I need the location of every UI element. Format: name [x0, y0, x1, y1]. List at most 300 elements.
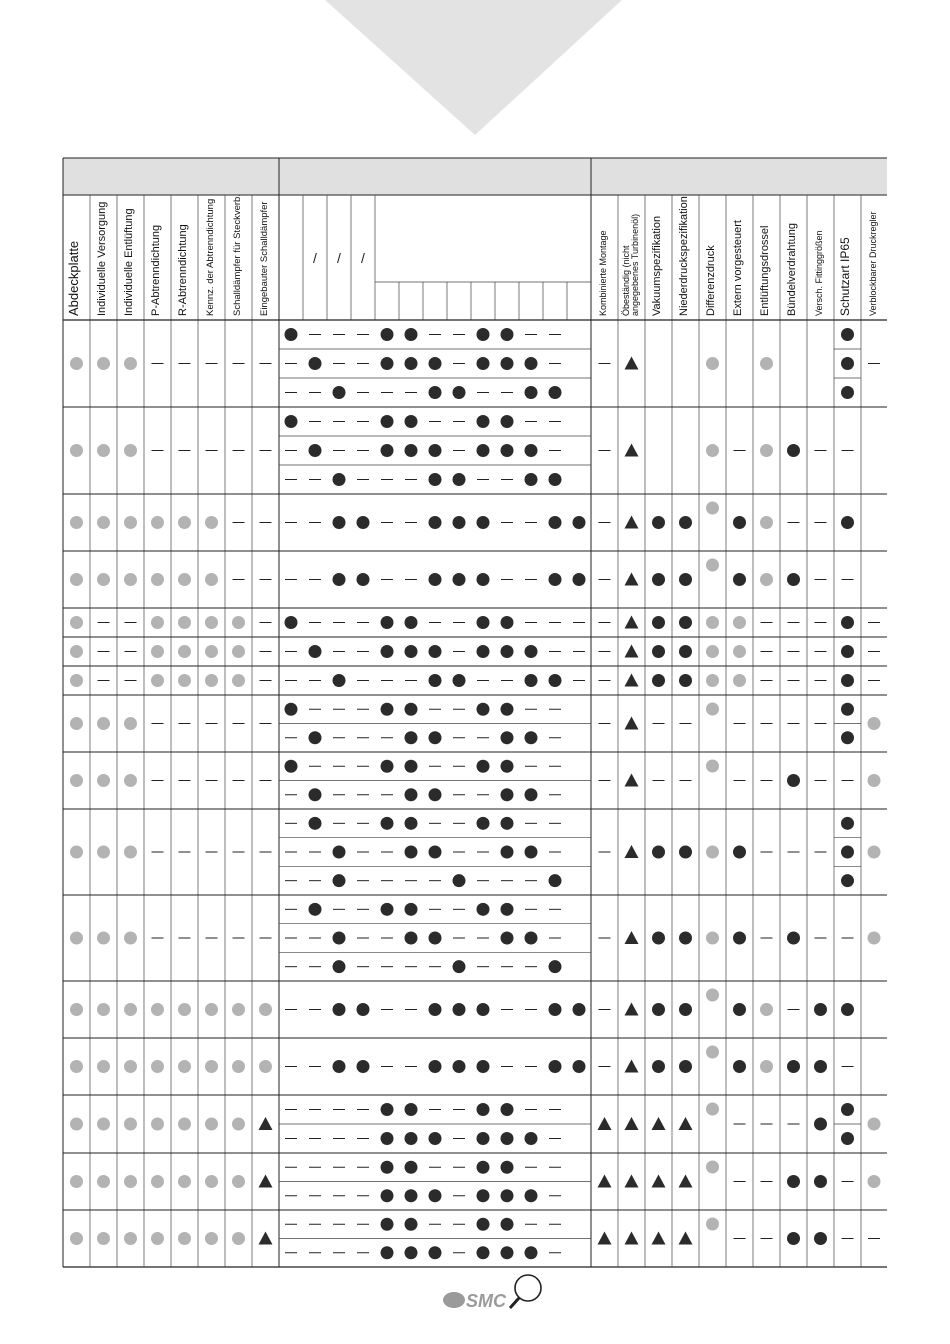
dot-gray	[706, 1046, 719, 1059]
dot-filled	[381, 1218, 394, 1231]
dot-filled	[814, 1060, 827, 1073]
dot-gray	[97, 717, 110, 730]
dot-gray	[70, 616, 83, 629]
dot-filled	[285, 616, 298, 629]
column-header-label: Eingebauter Schalldämpfer	[259, 201, 270, 316]
dot-gray	[178, 645, 191, 658]
dot-filled	[652, 846, 665, 859]
column-header-label: Kombinierte Montage	[598, 230, 608, 316]
dot-gray	[868, 774, 881, 787]
dot-gray	[151, 1175, 164, 1188]
dot-filled	[405, 616, 418, 629]
dot-filled	[477, 1003, 490, 1016]
dot-filled	[814, 1175, 827, 1188]
dot-filled	[841, 703, 854, 716]
dot-filled	[453, 473, 466, 486]
dot-gray	[124, 774, 137, 787]
dot-filled	[501, 357, 514, 370]
dot-gray	[259, 1003, 272, 1016]
dot-gray	[70, 1175, 83, 1188]
dot-filled	[525, 386, 538, 399]
dot-gray	[760, 444, 773, 457]
dot-filled	[549, 516, 562, 529]
dot-gray	[706, 846, 719, 859]
dot-filled	[501, 444, 514, 457]
dot-filled	[405, 760, 418, 773]
dot-filled	[549, 1060, 562, 1073]
dot-filled	[405, 1189, 418, 1202]
dot-filled	[501, 415, 514, 428]
dot-filled	[501, 1246, 514, 1259]
dot-gray	[70, 674, 83, 687]
dot-gray	[178, 1232, 191, 1245]
dot-gray	[124, 717, 137, 730]
dot-filled	[333, 960, 346, 973]
dot-filled	[733, 573, 746, 586]
dot-gray	[97, 573, 110, 586]
dot-gray	[706, 760, 719, 773]
dot-filled	[477, 616, 490, 629]
dot-gray	[70, 717, 83, 730]
dot-gray	[70, 645, 83, 658]
dot-filled	[549, 1003, 562, 1016]
dot-gray	[151, 674, 164, 687]
dot-filled	[841, 616, 854, 629]
dot-gray	[124, 932, 137, 945]
dot-gray	[151, 645, 164, 658]
dot-filled	[453, 516, 466, 529]
dot-filled	[733, 1003, 746, 1016]
dot-filled	[357, 516, 370, 529]
dot-filled	[841, 328, 854, 341]
dot-gray	[124, 846, 137, 859]
dot-filled	[814, 1232, 827, 1245]
dot-filled	[501, 846, 514, 859]
dot-gray	[124, 1118, 137, 1131]
dot-filled	[841, 386, 854, 399]
dot-gray	[178, 616, 191, 629]
triangle-mark	[652, 1175, 666, 1188]
dot-filled	[477, 516, 490, 529]
dot-filled	[405, 932, 418, 945]
dot-gray	[124, 357, 137, 370]
dot-filled	[309, 788, 322, 801]
dot-gray	[97, 1060, 110, 1073]
triangle-mark	[598, 1232, 612, 1245]
dot-filled	[477, 903, 490, 916]
dot-filled	[652, 1060, 665, 1073]
dot-filled	[525, 1246, 538, 1259]
dot-filled	[573, 573, 586, 586]
dot-filled	[733, 516, 746, 529]
dot-filled	[381, 1161, 394, 1174]
dot-filled	[525, 1132, 538, 1145]
column-header-label: Bündelverdrahtung	[786, 223, 798, 316]
dot-filled	[453, 573, 466, 586]
dot-filled	[333, 473, 346, 486]
dot-gray	[124, 573, 137, 586]
dot-filled	[429, 386, 442, 399]
dot-filled	[525, 731, 538, 744]
triangle-mark	[625, 674, 639, 687]
dot-filled	[477, 1218, 490, 1231]
dot-filled	[841, 846, 854, 859]
triangle-mark	[679, 1175, 693, 1188]
dot-filled	[652, 516, 665, 529]
triangle-mark	[625, 845, 639, 858]
dot-filled	[477, 703, 490, 716]
dot-filled	[841, 1103, 854, 1116]
dot-gray	[97, 516, 110, 529]
dot-gray	[706, 703, 719, 716]
dot-filled	[501, 932, 514, 945]
dot-gray	[70, 357, 83, 370]
dot-gray	[70, 932, 83, 945]
dot-filled	[357, 1060, 370, 1073]
dot-filled	[405, 731, 418, 744]
dot-filled	[429, 1189, 442, 1202]
triangle-mark	[625, 1060, 639, 1073]
triangle-mark	[652, 1117, 666, 1130]
dot-gray	[706, 1103, 719, 1116]
dot-filled	[679, 573, 692, 586]
dot-filled	[787, 1060, 800, 1073]
dot-gray	[70, 1232, 83, 1245]
dot-gray	[733, 645, 746, 658]
dot-filled	[309, 645, 322, 658]
slash-label: /	[313, 250, 317, 266]
dot-filled	[333, 573, 346, 586]
dot-filled	[814, 1118, 827, 1131]
triangle-mark	[259, 1117, 273, 1130]
dot-gray	[232, 616, 245, 629]
dot-filled	[525, 357, 538, 370]
dot-filled	[841, 1132, 854, 1145]
column-header-label: Niederdruckspezifikation	[678, 196, 690, 316]
dot-filled	[405, 328, 418, 341]
dot-gray	[97, 1118, 110, 1131]
dot-gray	[70, 1060, 83, 1073]
dot-filled	[501, 1103, 514, 1116]
dot-filled	[501, 1218, 514, 1231]
dot-filled	[333, 386, 346, 399]
dot-gray	[733, 616, 746, 629]
dot-filled	[841, 357, 854, 370]
dot-filled	[453, 674, 466, 687]
dot-filled	[477, 328, 490, 341]
dot-filled	[477, 573, 490, 586]
dot-gray	[97, 357, 110, 370]
column-header-label: Kennz. der Abtrenndichtung	[205, 198, 216, 316]
triangle-mark	[625, 774, 639, 787]
dot-filled	[501, 1189, 514, 1202]
dot-gray	[70, 1003, 83, 1016]
dot-filled	[573, 1060, 586, 1073]
dot-gray	[151, 516, 164, 529]
dot-filled	[787, 444, 800, 457]
dot-filled	[573, 516, 586, 529]
dot-filled	[679, 1060, 692, 1073]
dot-filled	[841, 645, 854, 658]
triangle-mark	[625, 1117, 639, 1130]
dot-gray	[124, 516, 137, 529]
dot-filled	[309, 817, 322, 830]
dot-filled	[501, 703, 514, 716]
dot-filled	[309, 903, 322, 916]
dot-filled	[333, 846, 346, 859]
dot-filled	[787, 1232, 800, 1245]
dot-gray	[868, 932, 881, 945]
triangle-mark	[625, 357, 639, 370]
dot-filled	[679, 846, 692, 859]
dot-gray	[97, 1003, 110, 1016]
dot-gray	[706, 645, 719, 658]
dot-gray	[178, 1175, 191, 1188]
dot-gray	[706, 989, 719, 1002]
dot-gray	[760, 1003, 773, 1016]
dot-filled	[405, 846, 418, 859]
dot-filled	[405, 817, 418, 830]
dot-filled	[549, 573, 562, 586]
dot-filled	[652, 573, 665, 586]
dot-filled	[381, 1132, 394, 1145]
dot-filled	[679, 645, 692, 658]
dot-filled	[309, 444, 322, 457]
dot-filled	[501, 731, 514, 744]
dot-gray	[706, 1161, 719, 1174]
dot-gray	[706, 444, 719, 457]
dot-gray	[232, 1118, 245, 1131]
dot-gray	[232, 645, 245, 658]
dot-gray	[733, 674, 746, 687]
dot-filled	[429, 516, 442, 529]
dot-filled	[381, 903, 394, 916]
dot-filled	[501, 328, 514, 341]
dot-filled	[285, 415, 298, 428]
dot-filled	[477, 444, 490, 457]
column-header-label: Verblockbarer Druckregler	[868, 211, 878, 316]
dot-gray	[205, 1060, 218, 1073]
dot-filled	[652, 616, 665, 629]
dot-filled	[477, 1103, 490, 1116]
column-header-label: Individuelle Entlüftung	[123, 208, 135, 316]
triangle-mark	[625, 717, 639, 730]
dot-gray	[706, 674, 719, 687]
column-header-label: Versch. Fittinggrößen	[814, 230, 824, 316]
dot-filled	[525, 788, 538, 801]
dot-filled	[429, 846, 442, 859]
column-header-label: Schutzart IP65	[838, 237, 852, 316]
dot-filled	[652, 1003, 665, 1016]
dot-gray	[232, 674, 245, 687]
dot-gray	[706, 616, 719, 629]
dot-filled	[733, 1060, 746, 1073]
triangle-mark	[259, 1175, 273, 1188]
column-header-label: Schalldämpfer für Steckverb.	[232, 194, 243, 316]
column-header-label: Differenzdruck	[705, 245, 717, 316]
dot-filled	[453, 386, 466, 399]
dot-filled	[333, 1003, 346, 1016]
dot-filled	[429, 473, 442, 486]
dot-gray	[259, 1060, 272, 1073]
dot-filled	[381, 1189, 394, 1202]
dot-filled	[309, 731, 322, 744]
dot-filled	[679, 674, 692, 687]
dot-filled	[429, 1246, 442, 1259]
column-header-label: Entlüftungsdrossel	[759, 225, 771, 316]
dot-filled	[549, 960, 562, 973]
dot-filled	[429, 1060, 442, 1073]
column-header-label: Öbeständig (nicht	[621, 245, 631, 316]
dot-filled	[477, 1189, 490, 1202]
dot-filled	[501, 616, 514, 629]
dot-filled	[525, 846, 538, 859]
dot-filled	[285, 328, 298, 341]
dot-gray	[205, 674, 218, 687]
dot-filled	[841, 674, 854, 687]
triangle-mark	[625, 573, 639, 586]
dot-filled	[477, 760, 490, 773]
footer	[440, 1270, 550, 1330]
dot-filled	[333, 874, 346, 887]
dot-filled	[787, 932, 800, 945]
dot-filled	[453, 960, 466, 973]
dot-filled	[405, 703, 418, 716]
dot-filled	[679, 516, 692, 529]
dot-gray	[70, 1118, 83, 1131]
dot-filled	[477, 645, 490, 658]
dot-filled	[381, 703, 394, 716]
dot-gray	[97, 444, 110, 457]
triangle-mark	[625, 1003, 639, 1016]
dot-filled	[333, 674, 346, 687]
magnifier-icon[interactable]	[510, 1275, 541, 1308]
dot-filled	[381, 444, 394, 457]
triangle-mark	[625, 645, 639, 658]
slash-label: /	[337, 250, 341, 266]
dot-filled	[405, 1218, 418, 1231]
dot-filled	[429, 674, 442, 687]
dot-filled	[477, 1161, 490, 1174]
dot-filled	[525, 932, 538, 945]
dot-filled	[549, 473, 562, 486]
dot-gray	[205, 1003, 218, 1016]
dot-gray	[178, 1003, 191, 1016]
dot-gray	[124, 444, 137, 457]
dot-filled	[787, 774, 800, 787]
dot-filled	[357, 1003, 370, 1016]
dot-filled	[381, 415, 394, 428]
dot-filled	[309, 357, 322, 370]
dot-gray	[70, 516, 83, 529]
dot-filled	[652, 645, 665, 658]
dot-gray	[706, 357, 719, 370]
dot-filled	[573, 1003, 586, 1016]
dot-filled	[381, 1246, 394, 1259]
dot-filled	[405, 645, 418, 658]
dot-gray	[232, 1232, 245, 1245]
dot-gray	[706, 1218, 719, 1231]
dot-filled	[679, 1003, 692, 1016]
dot-filled	[333, 516, 346, 529]
triangle-mark	[625, 1175, 639, 1188]
dot-filled	[381, 328, 394, 341]
dot-gray	[70, 846, 83, 859]
dot-filled	[477, 817, 490, 830]
dot-filled	[652, 674, 665, 687]
slash-label: /	[361, 250, 365, 266]
dot-filled	[501, 1161, 514, 1174]
dot-gray	[97, 846, 110, 859]
dot-filled	[501, 903, 514, 916]
dot-filled	[381, 616, 394, 629]
dot-gray	[97, 1175, 110, 1188]
dot-gray	[97, 1232, 110, 1245]
dot-filled	[652, 932, 665, 945]
dot-gray	[232, 1060, 245, 1073]
column-header-label: angegebenes Turbinenöl)	[630, 213, 640, 316]
dot-filled	[405, 444, 418, 457]
triangle-mark	[259, 1232, 273, 1245]
dot-filled	[477, 1246, 490, 1259]
column-header-label: Extern vorgesteuert	[732, 220, 744, 316]
dot-filled	[405, 903, 418, 916]
dot-filled	[429, 932, 442, 945]
triangle-mark	[625, 616, 639, 629]
header-band	[63, 158, 887, 195]
dot-gray	[178, 516, 191, 529]
dot-gray	[760, 357, 773, 370]
dot-filled	[381, 760, 394, 773]
dot-filled	[525, 1189, 538, 1202]
dot-filled	[525, 645, 538, 658]
dot-gray	[124, 1003, 137, 1016]
dot-filled	[549, 386, 562, 399]
dot-filled	[405, 788, 418, 801]
dot-filled	[405, 1103, 418, 1116]
dot-gray	[868, 1175, 881, 1188]
dot-gray	[232, 1175, 245, 1188]
dot-gray	[124, 1232, 137, 1245]
dot-filled	[453, 874, 466, 887]
dot-filled	[453, 1060, 466, 1073]
dot-filled	[841, 516, 854, 529]
dot-filled	[405, 415, 418, 428]
dot-filled	[733, 932, 746, 945]
dot-gray	[868, 846, 881, 859]
dot-gray	[151, 616, 164, 629]
dot-filled	[429, 357, 442, 370]
dot-filled	[549, 874, 562, 887]
dot-gray	[760, 1060, 773, 1073]
dot-filled	[429, 1132, 442, 1145]
dot-filled	[501, 817, 514, 830]
column-header-label: P-Abtrenndichtung	[150, 224, 162, 316]
dot-filled	[501, 788, 514, 801]
dot-gray	[178, 1060, 191, 1073]
dot-filled	[679, 616, 692, 629]
dot-gray	[178, 573, 191, 586]
dot-filled	[381, 817, 394, 830]
dot-gray	[151, 573, 164, 586]
dot-filled	[841, 874, 854, 887]
dot-filled	[429, 788, 442, 801]
dot-filled	[381, 357, 394, 370]
dot-gray	[124, 1060, 137, 1073]
dot-gray	[178, 674, 191, 687]
column-header-label: R-Abtrenndichtung	[177, 224, 189, 316]
dot-filled	[477, 1060, 490, 1073]
